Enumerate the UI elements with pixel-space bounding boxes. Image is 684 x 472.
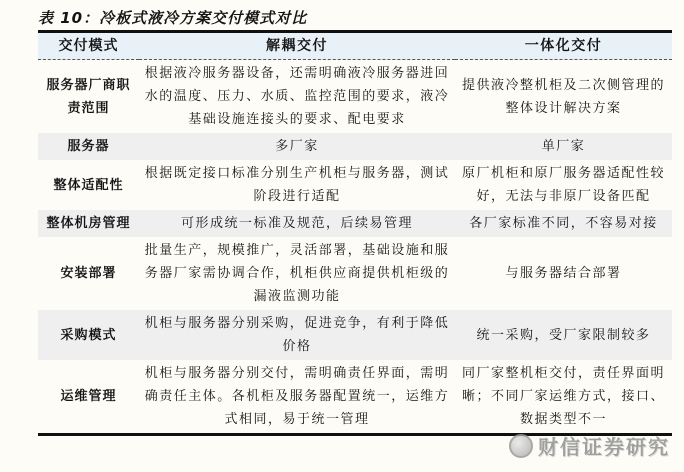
integrated-cell: 单厂家 [455,133,672,160]
table-row [38,310,672,360]
table-row [38,133,672,160]
delivery-mode-comparison-table [38,30,672,436]
decoupled-cell: 机柜与服务器分别交付，需明确责任界面，需明确责任主体。各机柜及服务器配置统一，运维方式相同，易于统一管理 [144,366,450,427]
row-label: 采购模式 [38,310,139,360]
table-row [38,210,672,237]
table-header-row [38,32,672,60]
row-label: 运维管理 [60,389,117,404]
integrated-cell: 原厂机柜和原厂服务器适配性较好，无法与非原厂设备匹配 [461,166,665,204]
decoupled-cell: 机柜与服务器分别采购，促进竞争，有利于降低价格 [139,310,455,360]
header-decoupled-delivery: 解耦交付 [139,32,455,60]
watermark-text: 财信证券研究 [538,435,670,459]
integrated-cell: 与服务器结合部署 [505,266,622,281]
header-delivery-mode: 交付模式 [38,32,139,60]
decoupled-cell: 可形成统一标准及规范，后续易管理 [139,210,455,237]
table-row [38,160,672,210]
decoupled-cell: 根据液冷服务器设备，还需明确液冷服务器进回水的温度、压力、水质、监控范围的要求，液冷基础设施连接头的要求、配电要求 [144,66,450,127]
watermark [509,431,670,460]
integrated-cell: 统一采购，受厂家限制较多 [455,310,672,360]
row-label: 安装部署 [60,266,117,281]
table-title: 表 10：冷板式液冷方案交付模式对比 [38,9,308,27]
table-row [38,60,672,134]
integrated-cell: 同厂家整机柜交付，责任界面明晰；不同厂家运维方式，接口、数据类型不一 [461,366,665,427]
row-label: 整体机房管理 [38,210,139,237]
integrated-cell: 各厂家标准不同，不容易对接 [455,210,672,237]
row-label: 整体适配性 [53,177,124,193]
row-label: 服务器厂商职责范围 [46,77,131,116]
watermark-logo-icon [509,434,533,458]
row-label: 服务器 [38,133,139,160]
decoupled-cell: 批量生产，规模推广，灵活部署，基础设施和服务器厂家需协调合作，机柜供应商提供机柜级的漏液监测功能 [144,243,450,304]
decoupled-cell: 根据既定接口标准分别生产机柜与服务器，测试阶段进行适配 [144,166,450,204]
integrated-cell: 提供液冷整机柜及二次侧管理的整体设计解决方案 [461,77,665,116]
table-row [38,360,672,435]
decoupled-cell: 多厂家 [139,133,455,160]
header-integrated-delivery: 一体化交付 [455,32,672,60]
table-row [38,237,672,310]
